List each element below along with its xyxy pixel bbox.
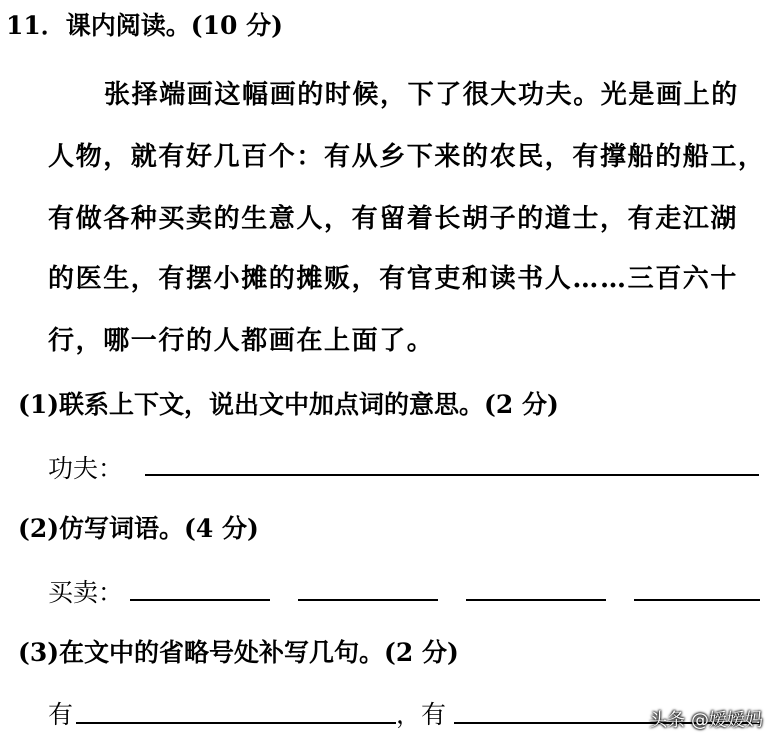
watermark: 头条 @嫒嫒妈 [649, 710, 763, 731]
you-label-1: 有 [48, 700, 74, 729]
gongfu-answer-blank[interactable] [145, 474, 759, 476]
passage-line-1: 张择端画这幅画的时候，下了很大功夫。光是画上的 [104, 80, 739, 110]
subquestion-1: (1)联系上下文，说出文中加点词的意思。(2 分) [18, 390, 559, 419]
passage-line-3: 有做各种买卖的生意人，有留着长胡子的道士，有走江湖 [48, 204, 739, 234]
word-blank-4[interactable] [634, 599, 760, 601]
question-title: 11．课内阅读。(10 分) [6, 11, 283, 40]
passage-line-2: 人物，就有好几百个：有从乡下来的农民，有撑船的船工， [48, 142, 766, 172]
word-blank-1[interactable] [130, 599, 270, 601]
word-blank-3[interactable] [466, 599, 606, 601]
word-blank-2[interactable] [298, 599, 438, 601]
maimai-label: 买卖： [48, 578, 124, 607]
subquestion-3: (3)在文中的省略号处补写几句。(2 分) [18, 638, 459, 667]
passage-line-4: 的医生，有摆小摊的摊贩，有官吏和读书人……三百六十 [48, 264, 739, 294]
passage-line-5: 行，哪一行的人都画在上面了。 [48, 326, 435, 356]
fill-blank-1[interactable] [76, 722, 396, 724]
you-label-2: ，有 [396, 700, 447, 729]
subquestion-2: (2)仿写词语。(4 分) [18, 514, 259, 543]
gongfu-label: 功夫： [48, 454, 124, 483]
